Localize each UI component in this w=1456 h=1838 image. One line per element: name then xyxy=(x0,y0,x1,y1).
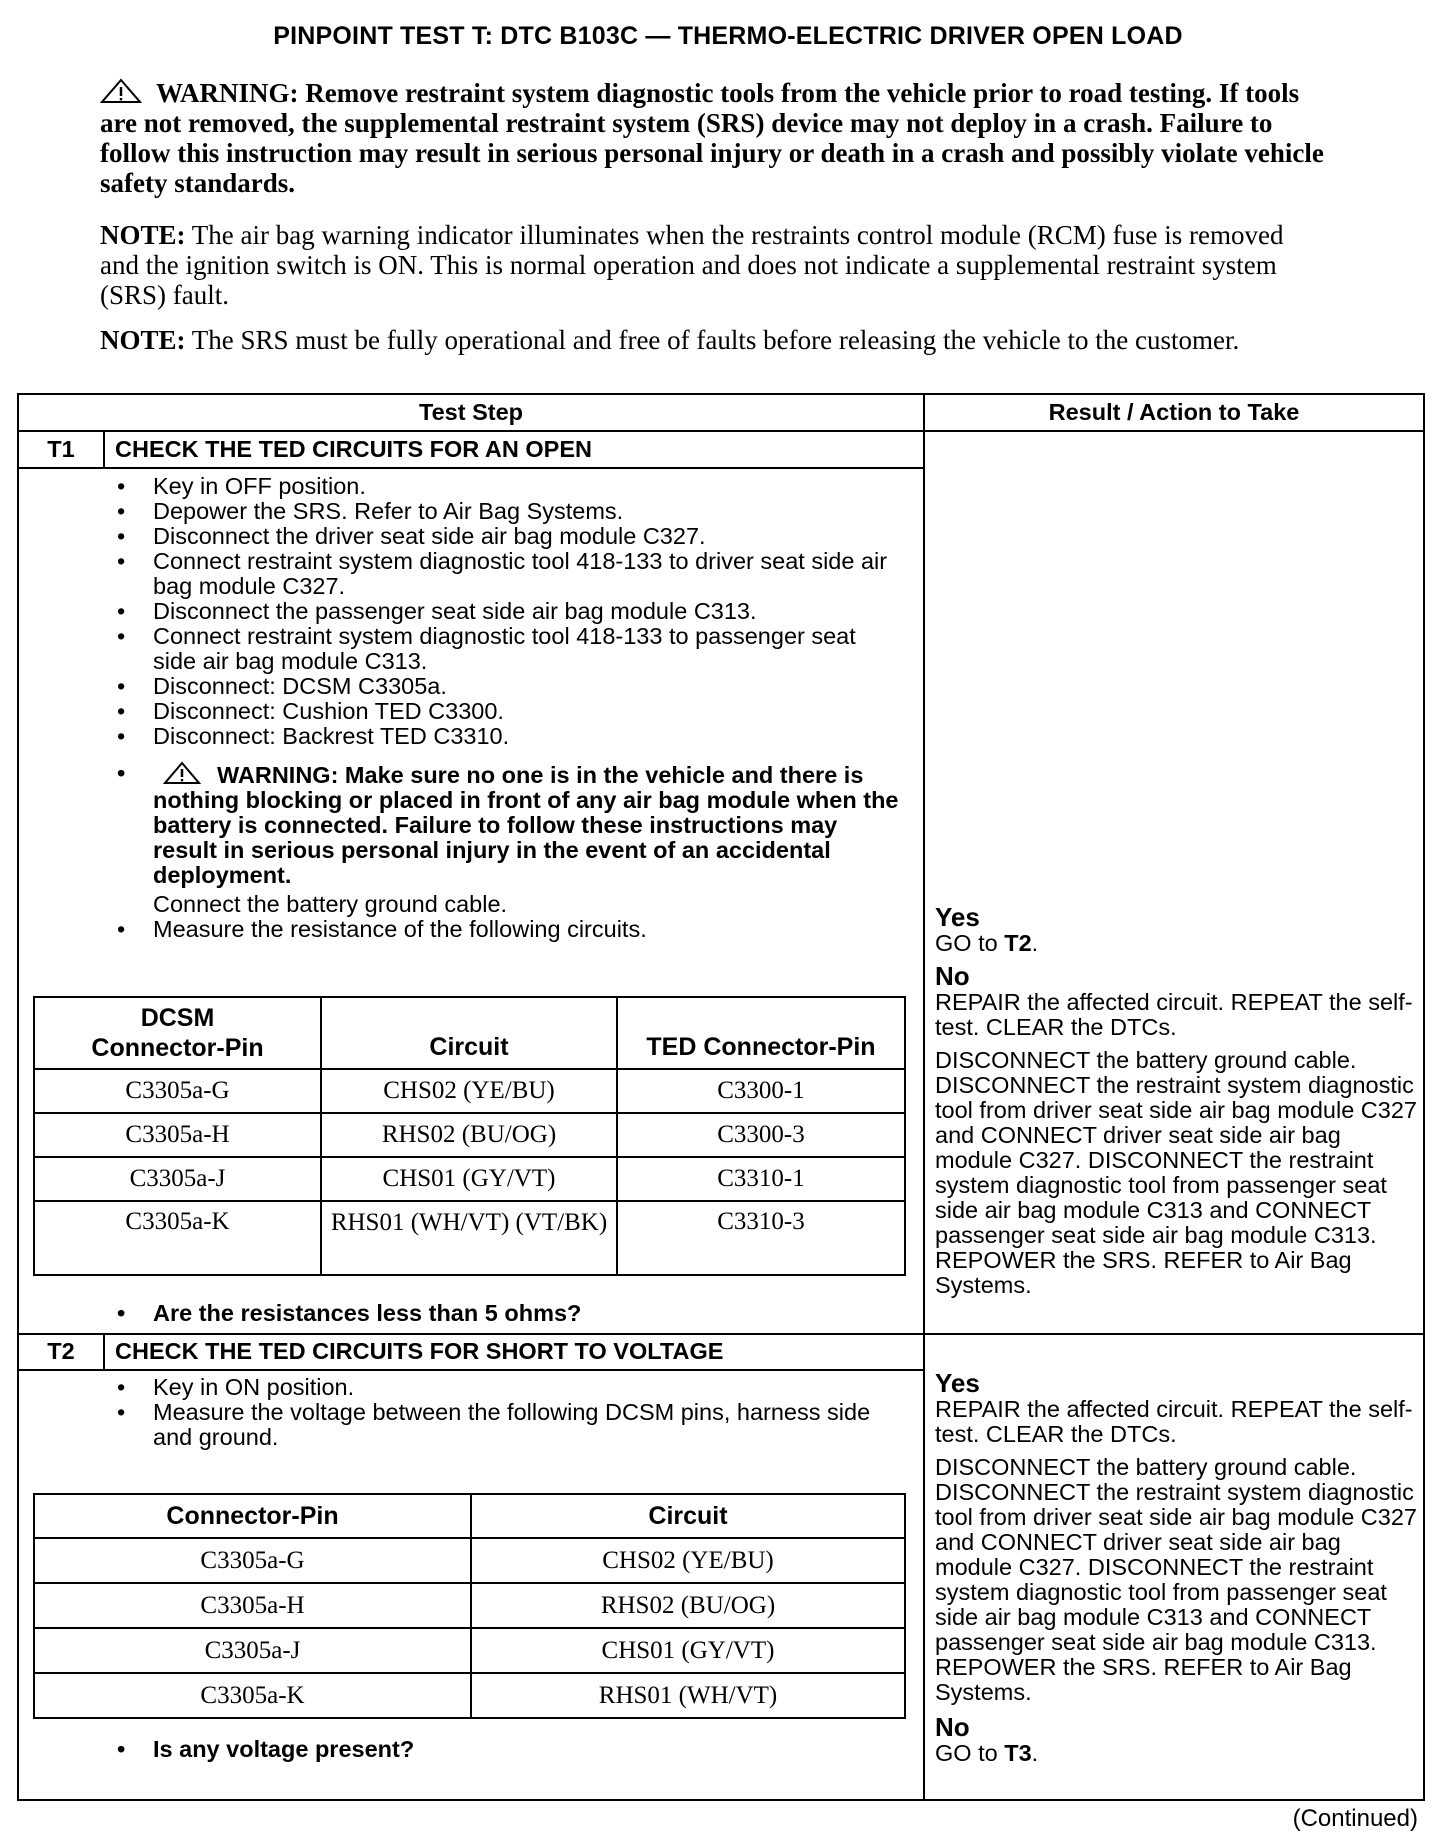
table-header: Connector-Pin xyxy=(34,1494,471,1538)
warning-triangle-icon xyxy=(100,78,142,104)
no-label: No xyxy=(935,961,970,991)
no-action: GO to xyxy=(935,1740,998,1766)
table-cell: RHS02 (BU/OG) xyxy=(321,1113,617,1157)
table-cell: C3310-1 xyxy=(617,1157,905,1201)
no-label: No xyxy=(935,1712,970,1742)
table-header: TED Connector-Pin xyxy=(617,997,905,1069)
warning-triangle-icon xyxy=(163,761,201,785)
step-question-t2 xyxy=(115,1737,905,1762)
step-id-t1: T1 xyxy=(47,436,75,462)
table-cell: CHS01 (GY/VT) xyxy=(321,1157,617,1201)
question-text: • Are the resistances less than 5 ohms? xyxy=(115,1301,905,1326)
step-list-t2 xyxy=(115,1375,905,1450)
column-header-test-step: Test Step xyxy=(418,399,524,425)
table-cell: C3305a-G xyxy=(34,1538,471,1583)
note-paragraph xyxy=(100,220,1325,310)
step-item: • Disconnect the driver seat side air bag module C327. xyxy=(115,524,905,549)
note-text: The air bag warning indicator illuminates when the restraints control module (RCM) fuse is removed and the ignition switch is ON. This is normal operation and does not indicate a supplemental restraint system (SRS) fault. xyxy=(100,220,1284,310)
step-item: • Connect restraint system diagnostic tool 418-133 to driver seat side air bag module C327. xyxy=(115,549,905,599)
table-header: Circuit xyxy=(471,1494,905,1538)
table-cell: C3305a-K xyxy=(34,1201,321,1275)
step-item: • Key in OFF position. xyxy=(115,474,905,499)
table-cell: RHS01 (WH/VT) xyxy=(471,1673,905,1718)
result-t2: Yes REPAIR the affected circuit. REPEAT the self-test. CLEAR the DTCs. DISCONNECT the battery ground cable. DISCONNECT the restraint system diagnostic tool from driver seat side air bag module C327 and CONNECT driver seat side air bag module C327. DISCONNECT the restraint system diagnostic tool from passenger seat side air bag module C313 and CONNECT passenger seat side air bag module C313. REPOWER the SRS. REFER to Air Bag Systems. No GO to T3. xyxy=(935,1369,1423,1766)
warning-text: Remove restraint system diagnostic tools from the vehicle prior to road testing. If tools are not removed, the supplemental restraint system (SRS) device may not deploy in a crash. Failure to follow this instruction may result in serious personal injury or death in a crash and possibly violate vehicle safety standards. xyxy=(100,78,1324,198)
yes-label: Yes xyxy=(935,1368,980,1398)
warning-paragraph xyxy=(100,78,1325,198)
no-action-detail: DISCONNECT the battery ground cable. DISCONNECT the restraint system diagnostic tool from driver seat side air bag module C327 and CONNECT driver seat side air bag module C327. DISCONNECT the restraint system diagnostic tool from passenger seat side air bag module C313 and CONNECT passenger seat side air bag module C313. REPOWER the SRS. REFER to Air Bag Systems. xyxy=(935,1047,1417,1298)
no-action: REPAIR the affected circuit. REPEAT the self-test. CLEAR the DTCs. xyxy=(935,989,1413,1040)
step-item: • Connect restraint system diagnostic tool 418-133 to passenger seat side air bag module C313. xyxy=(115,624,905,674)
step-heading-t2: CHECK THE TED CIRCUITS FOR SHORT TO VOLTAGE xyxy=(115,1338,724,1364)
pinpoint-test-table xyxy=(17,393,1425,1801)
step-item: • Disconnect: Cushion TED C3300. xyxy=(115,699,905,724)
step-id-t2: T2 xyxy=(47,1338,75,1364)
step-item: • Disconnect: Backrest TED C3310. xyxy=(115,724,905,749)
voltage-table xyxy=(33,1493,906,1719)
yes-action-detail: DISCONNECT the battery ground cable. DISCONNECT the restraint system diagnostic tool from driver seat side air bag module C327 and CONNECT driver seat side air bag module C327. DISCONNECT the restraint system diagnostic tool from passenger seat side air bag module C313 and CONNECT passenger seat side air bag module C313. REPOWER the SRS. REFER to Air Bag Systems. xyxy=(935,1454,1417,1705)
step-item: • Depower the SRS. Refer to Air Bag Systems. xyxy=(115,499,905,524)
table-cell: CHS02 (YE/BU) xyxy=(471,1538,905,1583)
yes-label: Yes xyxy=(935,902,980,932)
page-title: PINPOINT TEST T: DTC B103C — THERMO-ELECTRIC DRIVER OPEN LOAD xyxy=(273,22,1183,50)
table-header: Circuit xyxy=(321,997,617,1069)
note-paragraph xyxy=(100,325,1325,355)
table-cell: C3305a-J xyxy=(34,1157,321,1201)
go-to-link-t3[interactable]: T3 xyxy=(1004,1740,1032,1766)
question-text: • Is any voltage present? xyxy=(115,1737,905,1762)
continued-label: (Continued) xyxy=(1292,1805,1418,1832)
step-item: • Key in ON position. xyxy=(115,1375,905,1400)
note-label: NOTE: xyxy=(100,325,186,355)
table-cell: C3305a-K xyxy=(34,1673,471,1718)
warning-label: WARNING: xyxy=(156,78,299,108)
table-cell: C3305a-G xyxy=(34,1069,321,1113)
step-item: • Measure the resistance of the following circuits. xyxy=(115,917,905,942)
go-to-link-t2[interactable]: T2 xyxy=(1004,930,1032,956)
table-cell: C3305a-H xyxy=(34,1113,321,1157)
note-label: NOTE: xyxy=(100,220,186,250)
table-cell: CHS01 (GY/VT) xyxy=(471,1628,905,1673)
column-header-result: Result / Action to Take xyxy=(1048,399,1300,425)
table-cell: C3300-1 xyxy=(617,1069,905,1113)
note-text: The SRS must be fully operational and free of faults before releasing the vehicle to the customer. xyxy=(191,325,1240,355)
step-item: • Disconnect: DCSM C3305a. xyxy=(115,674,905,699)
resistance-table xyxy=(33,996,906,1276)
step-heading-t1: CHECK THE TED CIRCUITS FOR AN OPEN xyxy=(115,436,592,462)
table-cell: RHS01 (WH/VT) (VT/BK) xyxy=(321,1201,617,1275)
table-cell: C3305a-J xyxy=(34,1628,471,1673)
table-cell: C3305a-H xyxy=(34,1583,471,1628)
yes-action: GO to xyxy=(935,930,998,956)
table-cell: C3300-3 xyxy=(617,1113,905,1157)
step-item: Connect the battery ground cable. xyxy=(153,891,508,917)
yes-action: REPAIR the affected circuit. REPEAT the self-test. CLEAR the DTCs. xyxy=(935,1396,1413,1447)
step-warning: • WARNING: Make sure no one is in the vehicle and there is nothing blocking or placed in front of any air bag module when the battery is connected. Failure to follow these instructions may result in serious personal injury in the event of an accidental deployment. xyxy=(115,761,905,888)
table-cell: CHS02 (YE/BU) xyxy=(321,1069,617,1113)
result-t1: Yes GO to T2. No REPAIR the affected circuit. REPEAT the self-test. CLEAR the DTCs. DISCONNECT the battery ground cable. DISCONNECT the restraint system diagnostic tool from driver seat side air bag module C327 and CONNECT driver seat side air bag module C327. DISCONNECT the restraint system diagnostic tool from passenger seat side air bag module C313 and CONNECT passenger seat side air bag module C313. REPOWER the SRS. REFER to Air Bag Systems. xyxy=(935,903,1423,1298)
step-list-t1 xyxy=(115,474,905,942)
table-header: DCSM Connector-Pin xyxy=(34,997,321,1069)
step-question-t1 xyxy=(115,1301,905,1326)
table-cell: RHS02 (BU/OG) xyxy=(471,1583,905,1628)
step-item: • Measure the voltage between the following DCSM pins, harness side and ground. xyxy=(115,1400,905,1450)
table-cell: C3310-3 xyxy=(617,1201,905,1275)
step-item: • Disconnect the passenger seat side air bag module C313. xyxy=(115,599,905,624)
